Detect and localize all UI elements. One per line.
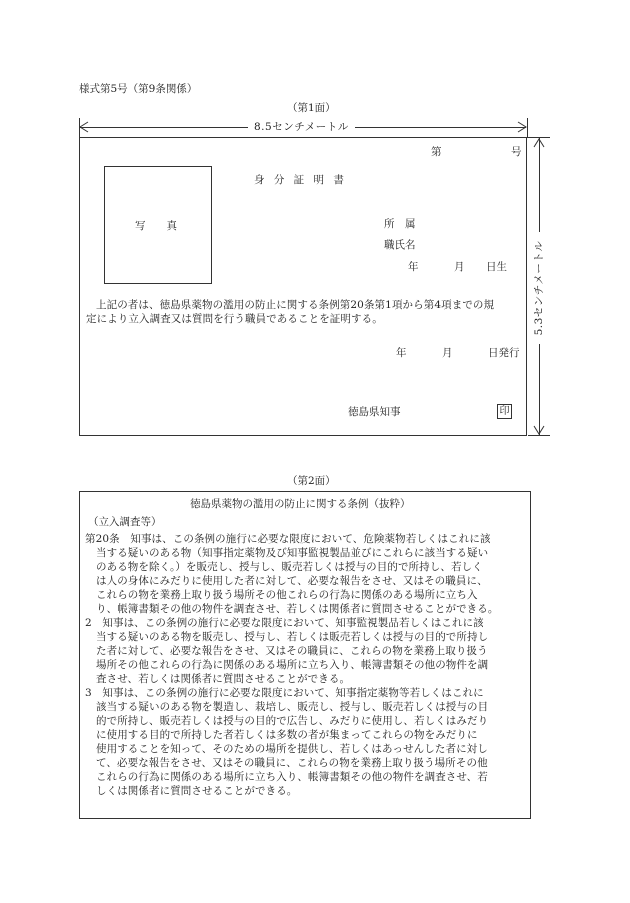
birth-month: 月 [454, 261, 465, 273]
card-title: 身 分 証 明 書 [254, 174, 347, 186]
height-dim-line-bottom [539, 344, 540, 435]
height-dimension-label: 5.3センチメートル [532, 240, 545, 336]
arrow-right-icon [517, 121, 527, 133]
article-line: 第20条 知事は、この条例の施行に必要な限度において、危険薬物若しくはこれに該 [85, 533, 491, 545]
affiliation-label: 所 属 [384, 218, 416, 230]
height-dim-line-top [539, 138, 540, 232]
photo-label: 写 真 [135, 220, 177, 232]
article-line: 査させ、若しくは関係者に質問させることができる。 [96, 673, 351, 685]
height-dim-tick-bottom [528, 435, 550, 436]
article-line: 3 知事は、この条例の施行に必要な限度において、知事指定薬物等若しくはこれに [85, 687, 484, 699]
article-line: これらの行為に関係のある場所に立ち入り、帳簿書類その他の物件を調査させ、若 [96, 771, 488, 783]
article-line: に使用する目的で所持した者若しくは多数の者が集まってこれらの物をみだりに [96, 729, 478, 741]
arrow-left-icon [79, 121, 89, 133]
birth-day: 日生 [486, 261, 507, 273]
seal-mark: 印 [497, 404, 512, 419]
article-line: て、必要な報告をさせ、又はその職員に、これらの物を業務上取り扱う場所その他 [96, 757, 488, 769]
article-line: しくは関係者に質問させることができる。 [96, 785, 298, 797]
card-number-suffix: 号 [511, 146, 522, 158]
ordinance-title: 徳島県薬物の濫用の防止に関する条例（抜粋） [190, 498, 411, 510]
article-line: 2 知事は、この条例の施行に必要な限度において、知事監視製品若しくはこれに該 [85, 617, 484, 629]
issuer-name: 徳島県知事 [348, 406, 401, 418]
article-line: 使用することを知って、そのための場所を提供し、若しくはあっせんした者に対し [96, 743, 488, 755]
certification-text [86, 298, 494, 326]
article-line: た者に対して、必要な報告をさせ、又はその職員に、これらの物を業務上取り扱う [96, 645, 488, 657]
birth-year: 年 [408, 261, 419, 273]
width-dim-line-left [80, 127, 248, 128]
section-heading: （立入調査等） [88, 516, 162, 528]
issue-month: 月 [442, 347, 453, 359]
name-label: 職氏名 [384, 239, 416, 251]
card-number-prefix: 第 [431, 146, 442, 158]
face1-label: （第1面） [287, 102, 336, 114]
article-line: 当する疑いのある物（知事指定薬物及び知事監視製品並びにこれらに該当する疑い [96, 547, 489, 559]
article-line: 場所その他これらの行為に関係のある場所に立ち入り、帳簿書類その他の物件を調 [96, 659, 489, 671]
certification-line: 定により立入調査又は質問を行う職員であることを証明する。 [86, 313, 383, 325]
article-line: これらの物を業務上取り扱う場所その他これらの行為に関係のある場所に立ち入 [96, 589, 478, 601]
article-20-paragraph-3 [85, 686, 488, 798]
article-20-paragraph-1 [85, 532, 498, 616]
article-20-paragraph-2 [85, 616, 488, 686]
article-line: は人の身体にみだりに使用した者に対して、必要な報告をさせ、又はその職員に、 [96, 575, 488, 587]
article-line: り、帳簿書類その他の物件を調査させ、若しくは関係者に質問させることができる。 [96, 603, 499, 615]
face2-label: （第2面） [287, 475, 336, 487]
article-line: のある物を除く。）を販売し、授与し、販売若しくは授与の目的で所持し、若しく [96, 561, 483, 573]
width-dim-line-right [355, 127, 526, 128]
article-line: 的で所持し、販売若しくは授与の目的で広告し、みだりに使用し、若しくはみだり [96, 715, 489, 727]
certification-line: 上記の者は、徳島県薬物の濫用の防止に関する条例第20条第1項から第4項までの規 [96, 299, 495, 311]
width-dim-tick-right [527, 118, 528, 138]
issue-day: 日発行 [488, 347, 520, 359]
article-line: 該当する疑いのある物を製造し、栽培し、販売し、授与し、販売若しくは授与の目 [96, 701, 489, 713]
issue-year: 年 [396, 347, 407, 359]
article-line: 当する疑いのある物を販売し、授与し、若しくは販売若しくは授与の目的で所持し [96, 631, 489, 643]
arrow-up-icon [533, 138, 546, 148]
arrow-down-icon [533, 425, 546, 435]
form-title: 様式第5号（第9条関係） [79, 83, 198, 95]
width-dimension-label: 8.5センチメートル [254, 121, 349, 133]
